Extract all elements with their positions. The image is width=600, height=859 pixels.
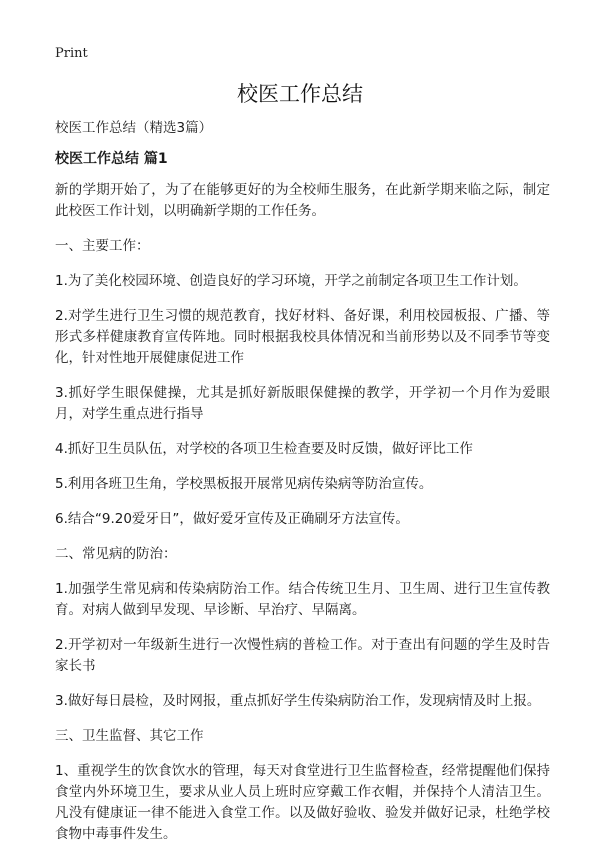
paragraph-item-3: 3.抓好学生眼保健操，尤其是抓好新版眼保健操的教学，开学初一个月作为爱眼月，对学生重点进行指导 bbox=[55, 385, 550, 422]
paragraph-intro: 新的学期开始了，为了在能够更好的为全校师生服务，在此新学期来临之际，制定此校医工作计划，以明确新学期的工作任务。 bbox=[55, 182, 550, 219]
paragraph-disease-2: 2.开学初对一年级新生进行一次慢性病的普检工作。对于查出有问题的学生及时告家长书 bbox=[55, 637, 550, 674]
paragraph-item-5: 5.利用各班卫生角，学校黑板报开展常见病传染病等防治宣传。 bbox=[55, 476, 433, 492]
paragraph-disease-1: 1.加强学生常见病和传染病防治工作。结合传统卫生月、卫生周、进行卫生宣传教育。对病人做到早发现、早诊断、早治疗、早隔离。 bbox=[55, 581, 550, 618]
paragraph-item-4: 4.抓好卫生员队伍，对学校的各项卫生检查要及时反馈，做好评比工作 bbox=[55, 441, 473, 457]
paragraph-heading-supervision: 三、卫生监督、其它工作 bbox=[55, 728, 204, 744]
paragraph-heading-main-work: 一、主要工作： bbox=[55, 238, 150, 254]
paragraph-disease-3: 3.做好每日晨检，及时网报，重点抓好学生传染病防治工作，发现病情及时上报。 bbox=[55, 693, 541, 709]
print-link[interactable]: Print bbox=[55, 46, 88, 61]
page-title: 校医工作总结 bbox=[237, 82, 363, 106]
document-body bbox=[55, 180, 550, 859]
paragraph-item-6: 6.结合“9.20爱牙日”，做好爱牙宣传及正确刷牙方法宣传。 bbox=[55, 511, 409, 527]
paragraph-item-2: 2.对学生进行卫生习惯的规范教育，找好材料、备好课，利用校园板报、广播、等形式多样健康教育宣传阵地。同时根据我校具体情况和当前形势以及不同季节等变化，针对性地开展健康促进工作 bbox=[55, 308, 550, 366]
paragraph-heading-disease: 二、常见病的防治： bbox=[55, 546, 177, 562]
paragraph-supervision-1: 1、重视学生的饮食饮水的管理，每天对食堂进行卫生监督检查，经常提醒他们保持食堂内外环境卫生，要求从业人员上班时应穿戴工作衣帽，并保持个人清洁卫生。凡没有健康证一律不能进入食堂工作。以及做好验收、验发并做好记录，杜绝学校食物中毒事件发生。 bbox=[55, 763, 550, 842]
section-heading: 校医工作总结 篇1 bbox=[55, 151, 168, 167]
paragraph-item-1: 1.为了美化校园环境、创造良好的学习环境，开学之前制定各项卫生工作计划。 bbox=[55, 273, 527, 289]
document-subtitle: 校医工作总结（精选3篇） bbox=[55, 120, 213, 136]
